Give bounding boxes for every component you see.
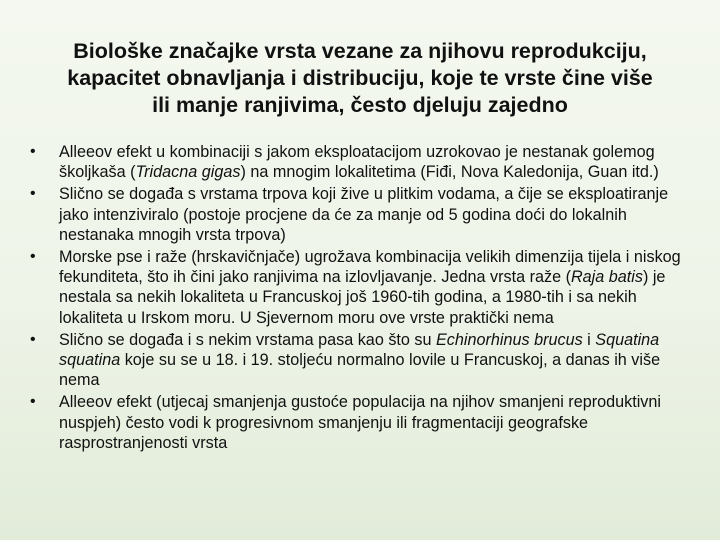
bullet-text — [59, 331, 660, 389]
bullet-text-part: koje su se u 18. i 19. stoljeću normalno lovile u Francuskoj, a danas ih više nema — [59, 351, 661, 390]
bullet-text-part: i — [582, 330, 596, 349]
species-name: Tridacna gigas — [135, 163, 241, 182]
bullet-icon: • — [30, 143, 36, 160]
title-line-3: ili manje ranjivima, često djeluju zajedno — [152, 93, 568, 117]
slide-title — [30, 38, 690, 119]
bullet-text: Slično se događa s vrstama trpova koji žive u plitkim vodama, a čije se eksploatiranje jako intenziviralo (postoje procjene da će za manje od 5 godina doći do lokalnih nestanaka mnogih vrsta trpova) — [59, 185, 669, 244]
species-name: Squatina squatina — [59, 330, 660, 370]
species-name: Raja batis — [570, 268, 643, 287]
list-item — [30, 184, 702, 245]
bullet-text-part: ) je nestala sa nekih lokaliteta u Francuskoj još 1960-tih godina, a 1980-tih i sa nekih lokaliteta u Irskom moru. U Sjevernom moru ove vrste praktički nema — [59, 268, 666, 327]
bullet-text-part: Alleeov efekt u kombinaciji s jakom eksploatacijom uzrokovao je nestanak golemog školjkaša ( — [59, 143, 655, 182]
bullet-list — [30, 142, 702, 455]
bullet-icon: • — [30, 330, 36, 348]
bullet-text — [59, 143, 659, 181]
list-item — [30, 392, 702, 453]
list-item — [30, 142, 702, 182]
bullet-icon: • — [30, 185, 36, 203]
bullet-text: Alleeov efekt (utjecaj smanjenja gustoće populacija na njihov smanjeni reproduktivni nuspjeh) često vodi k progresivnom smanjenju ili fragmentaciji geografske rasprostranjenosti vrsta — [59, 393, 661, 452]
list-item — [30, 247, 702, 328]
list-item — [30, 330, 702, 391]
bullet-text-part: Slično se događa i s nekim vrstama pasa kao što su — [59, 330, 436, 349]
bullet-text-part: Morske pse i raže (hrskavičnjače) ugrožava kombinacija velikih dimenzija tijela i niskog fekunditeta, što ih čini jako ranjivima na izlovljavanje. Jedna vrsta raže ( — [59, 248, 681, 287]
species-name: Echinorhinus brucus — [436, 330, 583, 349]
title-line-2: kapacitet obnavljanja i distribuciju, koje te vrste čine više — [67, 66, 653, 90]
bullet-text — [59, 248, 681, 327]
bullet-icon: • — [30, 248, 36, 266]
bullet-text-part: ) na mnogim lokalitetima (Fiđi, Nova Kaledonija, Guan itd.) — [240, 163, 659, 182]
bullet-icon: • — [30, 393, 36, 411]
title-line-1: Biološke značajke vrsta vezane za njihovu reprodukciju, — [73, 39, 647, 63]
